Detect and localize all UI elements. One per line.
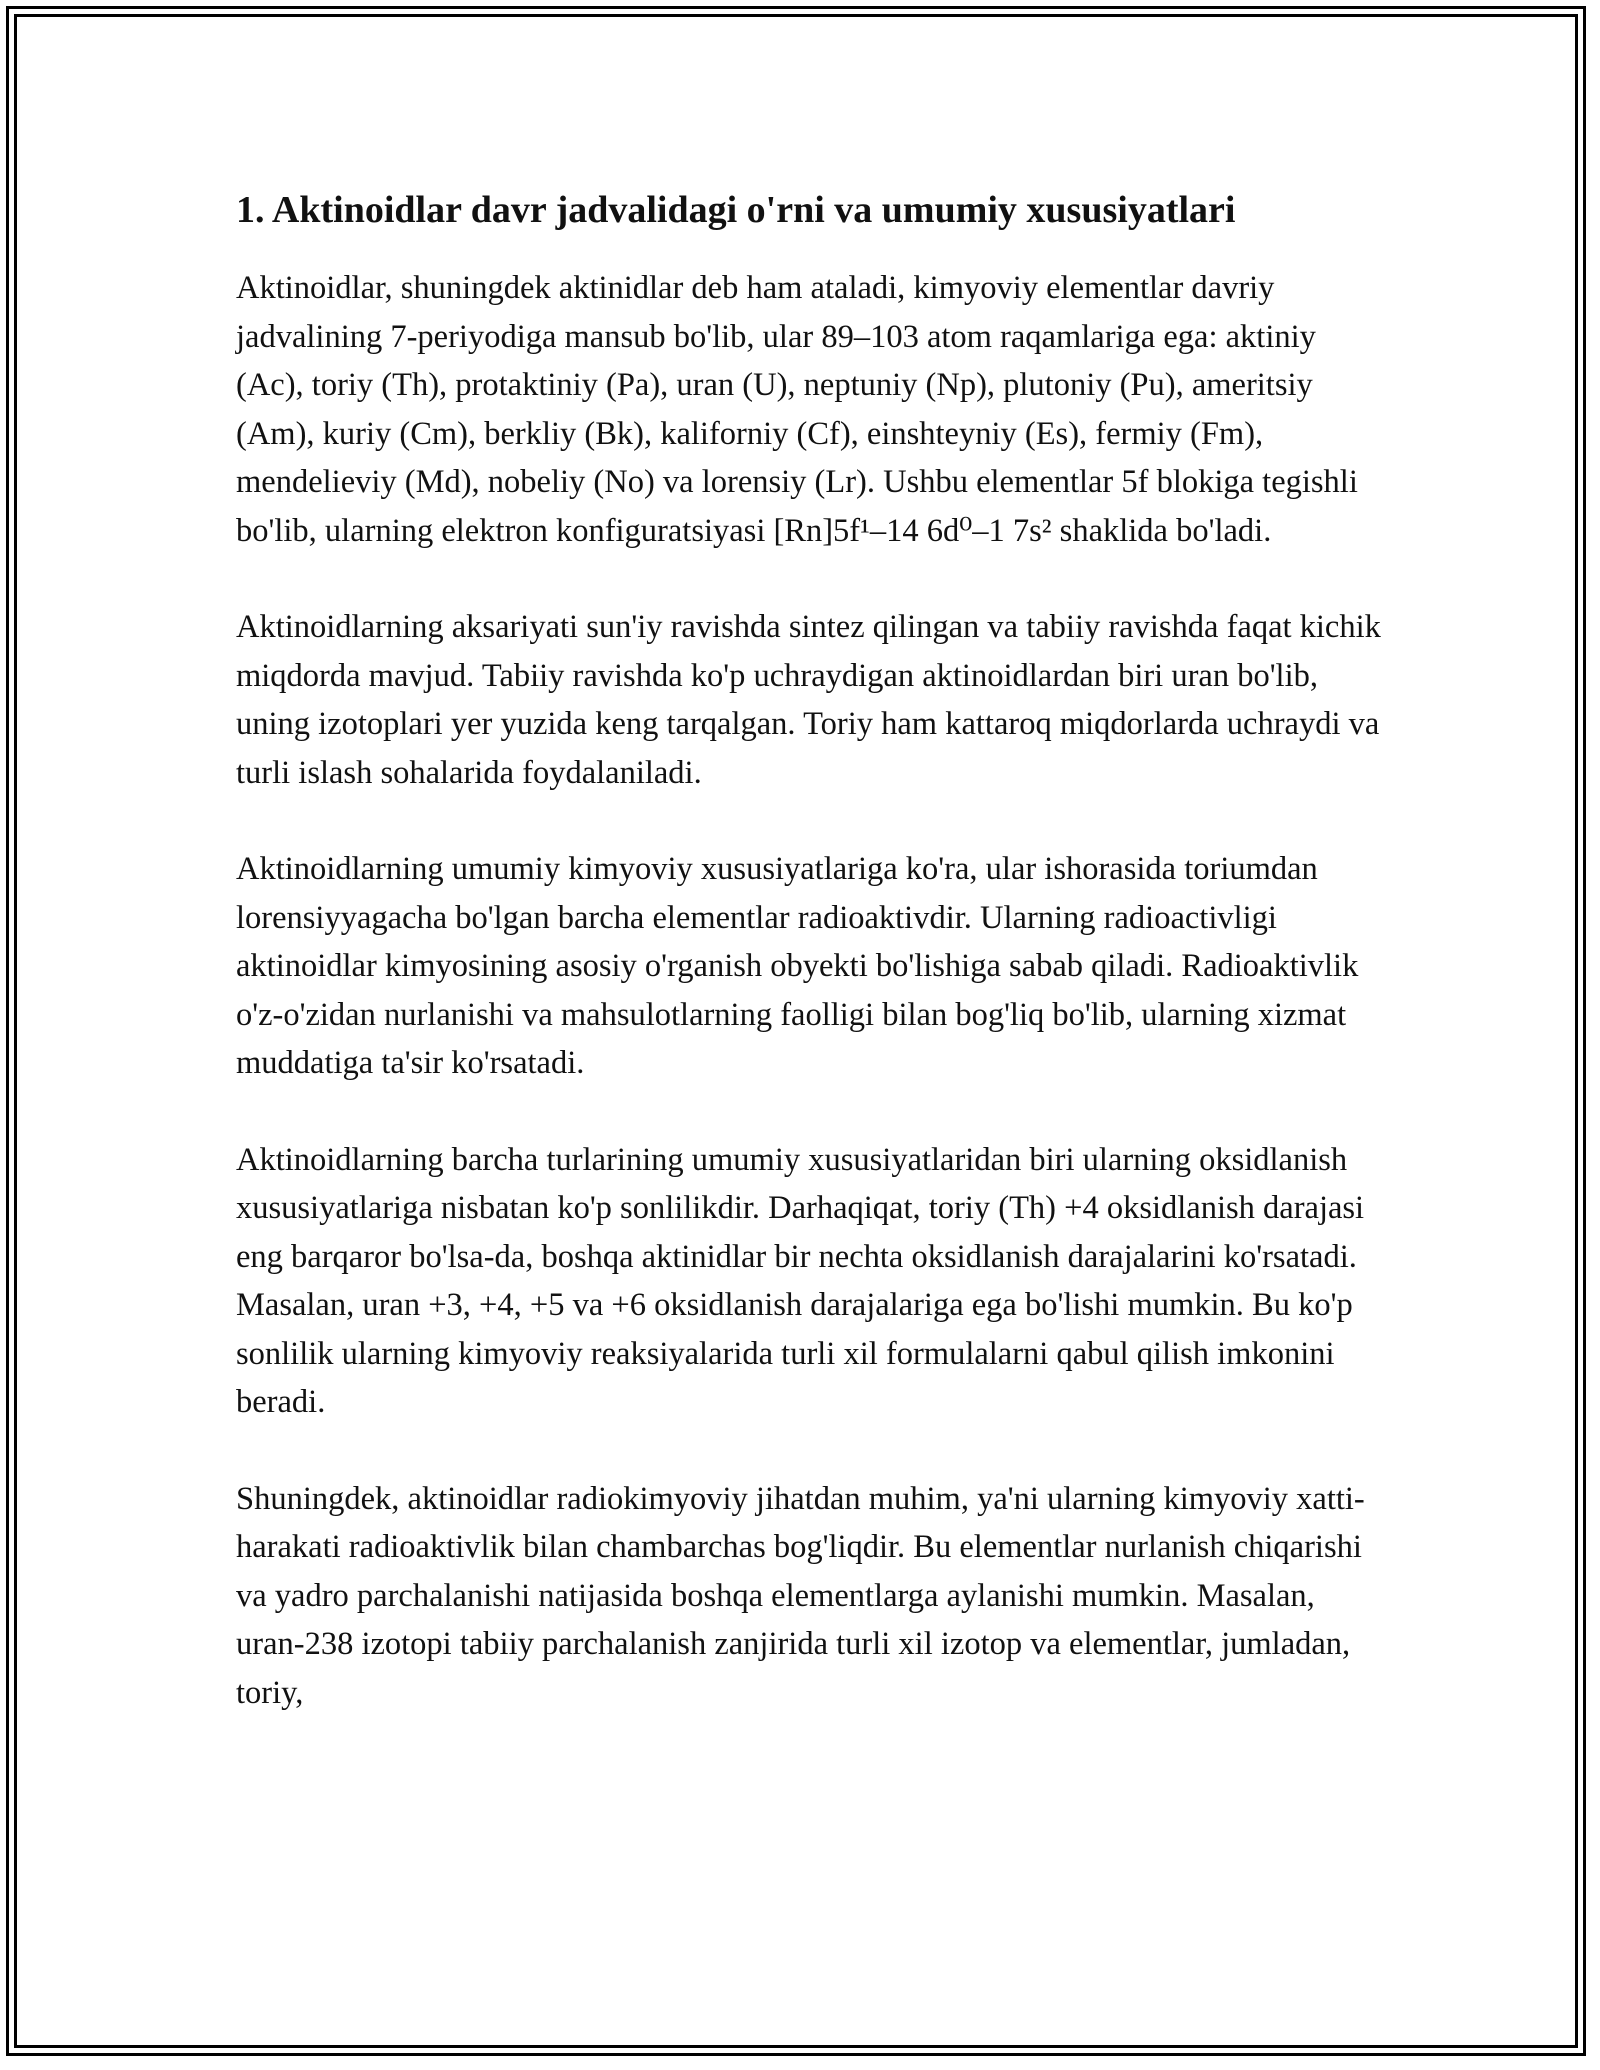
paragraph-3: Aktinoidlarning umumiy kimyoviy xususiyatlariga ko'ra, ular ishorasida toriumdan lorensiyyagacha bo'lgan barcha elementlar radioaktivdir. Ularning radioactivligi aktinoidlar kimyosining asosiy o'rganish obyekti bo'lishiga sabab qiladi. Radioaktivlik o'z-o'zidan nurlanishi va mahsulotlarning faolligi bilan bog'liq bo'lib, ularning xizmat muddatiga ta'sir ko'rsatadi. xyxy=(236,851,1359,1081)
paragraph-5: Shuningdek, aktinoidlar radiokimyoviy jihatdan muhim, ya'ni ularning kimyoviy xatti-harakati radioaktivlik bilan chambarchas bog'liqdir. Bu elementlar nurlanish chiqarishi va yadro parchalanishi natijasida boshqa elementlarga aylanishi mumkin. Masalan, uran-238 izotopi tabiiy parchalanish zanjirida turli xil izotop va elementlar, jumladan, toriy, xyxy=(236,1480,1365,1711)
paragraph-1: Aktinoidlar, shuningdek aktinidlar deb ham ataladi, kimyoviy elementlar davriy jadvalining 7-periyodiga mansub bo'lib, ular 89–103 atom raqamlariga ega: aktiniy (Ac), toriy (Th), protaktiniy (Pa), uran (U), neptuniy (Np), plutoniy (Pu), ameritsiy (Am), kuriy (Cm), berkliy (Bk), kaliforniy (Cf), einshteyniy (Es), fermiy (Fm), mendelieviy (Md), nobeliy (No) va lorensiy (Lr). Ushbu elementlar 5f blokiga tegishli bo'lib, ularning elektron konfiguratsiyasi [Rn]5f¹–14 6d⁰–1 7s² shaklida bo'ladi. xyxy=(236,270,1358,549)
paragraph-2: Aktinoidlarning aksariyati sun'iy ravishda sintez qilingan va tabiiy ravishda faqat kichik miqdorda mavjud. Tabiiy ravishda ko'p uchraydigan aktinoidlardan biri uran bo'lib, uning izotoplari yer yuzida keng tarqalgan. Toriy ham kattaroq miqdorlarda uchraydi va turli islash sohalarida foydalaniladi. xyxy=(236,609,1381,791)
document-body xyxy=(236,186,1386,1717)
section-heading: 1. Aktinoidlar davr jadvalidagi o'rni va umumiy xususiyatlari xyxy=(236,189,1236,231)
paragraph-4: Aktinoidlarning barcha turlarining umumiy xususiyatlaridan biri ularning oksidlanish xususiyatlariga nisbatan ko'p sonlilikdir. Darhaqiqat, toriy (Th) +4 oksidlanish darajasi eng barqaror bo'lsa-da, boshqa aktinidlar bir nechta oksidlanish darajalarini ko'rsatadi. Masalan, uran +3, +4, +5 va +6 oksidlanish darajalariga ega bo'lishi mumkin. Bu ko'p sonlilik ularning kimyoviy reaksiyalarida turli xil formulalarni qabul qilish imkonini beradi. xyxy=(236,1141,1365,1420)
